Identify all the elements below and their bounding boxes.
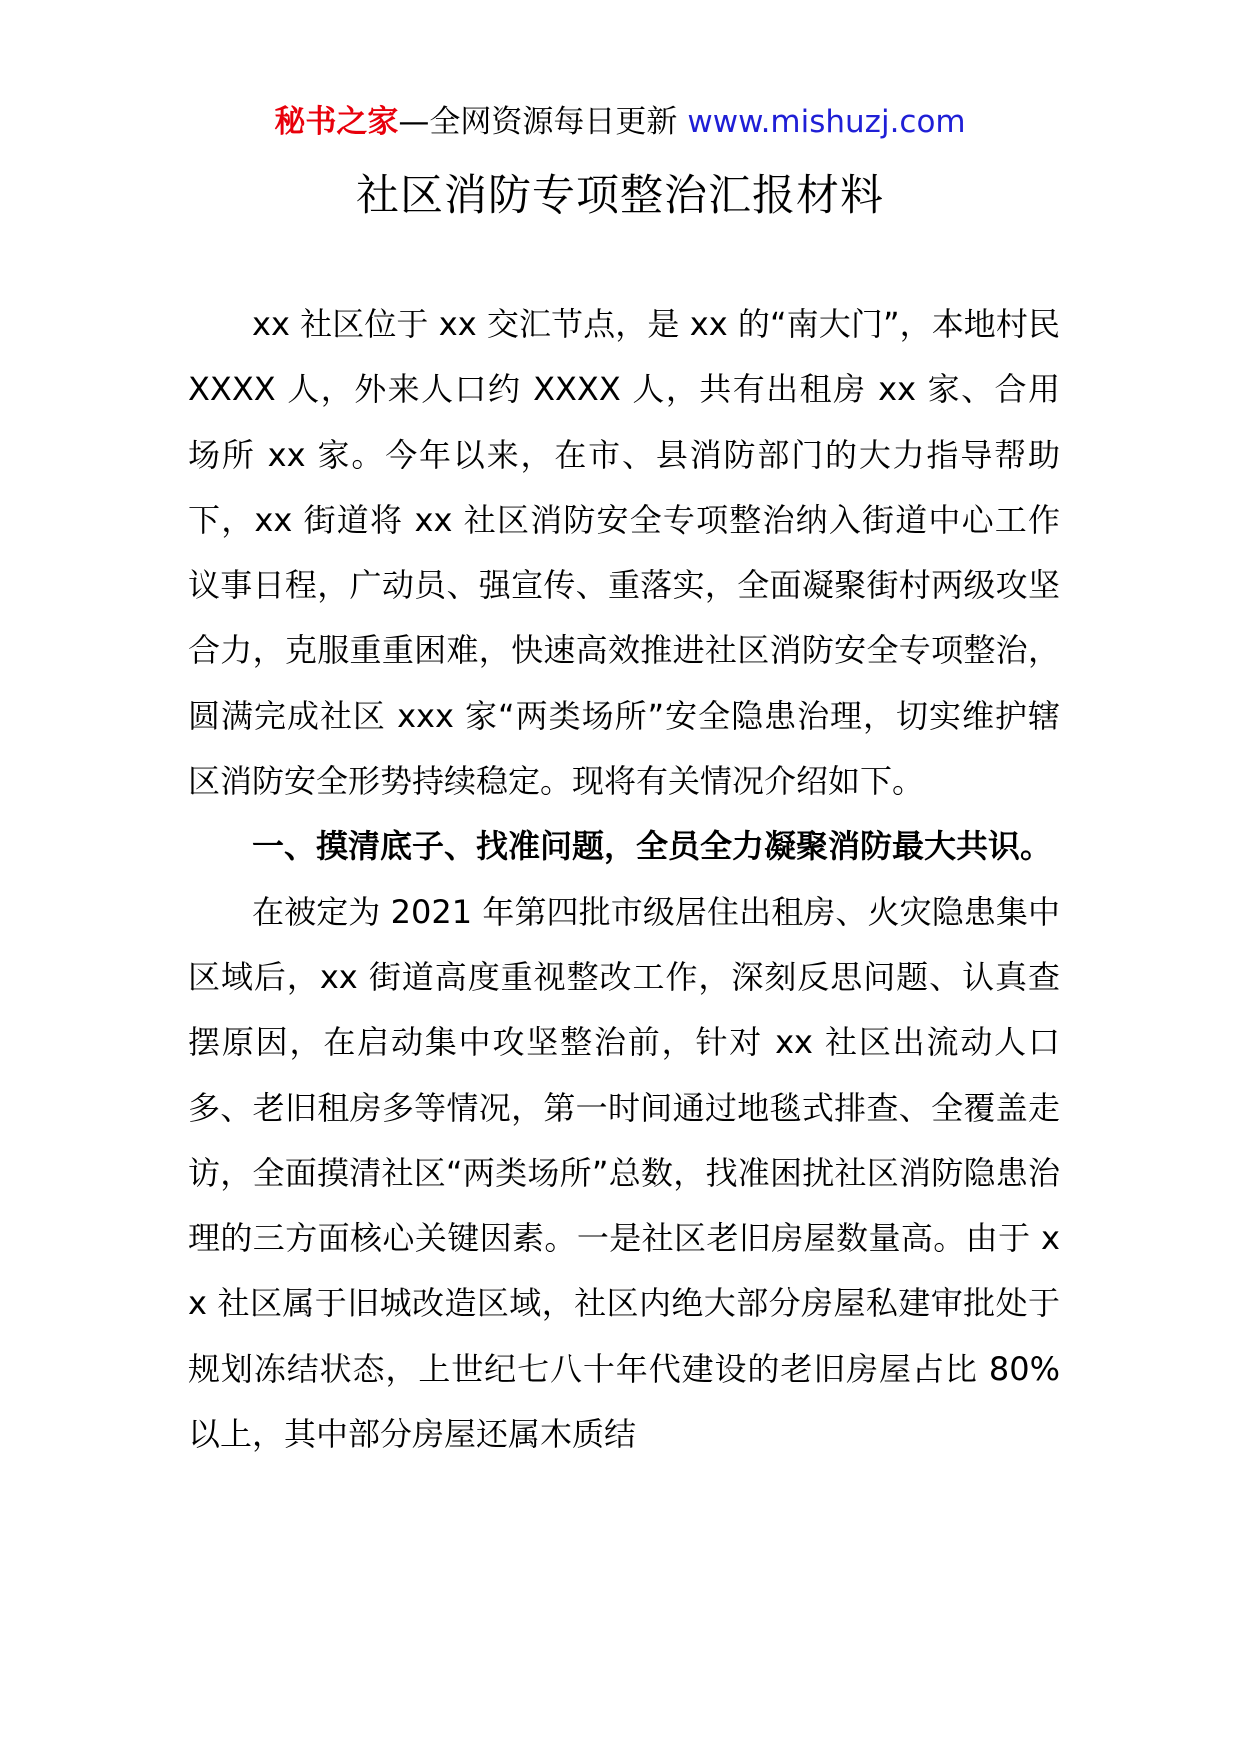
document-title: 社区消防专项整治汇报材料	[356, 171, 884, 221]
site-header	[0, 102, 1240, 142]
document-body	[188, 292, 1060, 1467]
paragraph-intro: xx 社区位于 xx 交汇节点，是 xx 的“南大门”，本地村民 XXXX 人，外来人口约 XXXX 人，共有出租房 xx 家、合用场所 xx 家。今年以来，在市、县消防部门的大力指导帮助下，xx 街道将 xx 社区消防安全专项整治纳入街道中心工作议事日程，广动员、强宣传、重落实，全面凝聚街村两级攻坚合力，克服重重困难，快速高效推进社区消防安全专项整治，圆满完成社区 xxx 家“两类场所”安全隐患治理，切实维护辖区消防安全形势持续稳定。现将有关情况介绍如下。	[188, 305, 1060, 801]
site-url-link[interactable]: www.mishuzj.com	[687, 104, 966, 140]
site-name: 秘书之家	[274, 104, 399, 140]
paragraph-section-1: 在被定为 2021 年第四批市级居住出租房、火灾隐患集中区域后，xx 街道高度重视整改工作，深刻反思问题、认真查摆原因，在启动集中攻坚整治前，针对 xx 社区出流动人口多、老旧租房多等情况，第一时间通过地毯式排查、全覆盖走访，全面摸清社区“两类场所”总数，找准困扰社区消防隐患治理的三方面核心关键因素。一是社区老旧房屋数量高。由于 xx 社区属于旧城改造区域，社区内绝大部分房屋私建审批处于规划冻结状态，上世纪七八十年代建设的老旧房屋占比 80%以上，其中部分房屋还属木质结	[188, 892, 1060, 1454]
section-heading-1: 一、摸清底子、找准问题，全员全力凝聚消防最大共识。	[252, 827, 1053, 866]
site-tagline: —全网资源每日更新	[398, 104, 678, 140]
